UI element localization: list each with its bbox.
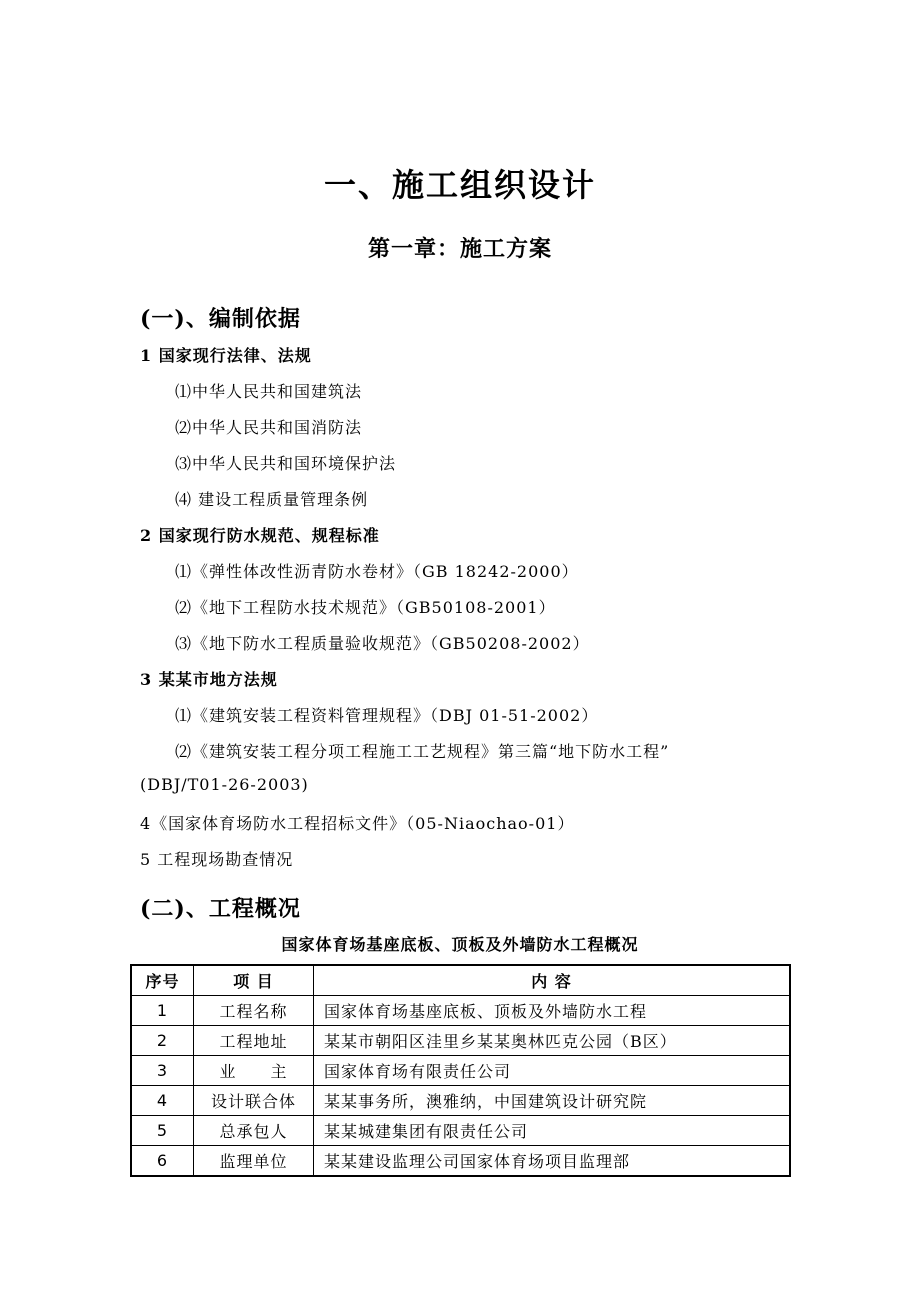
cell-content: 某某事务所，澳雅纳，中国建筑设计研究院	[314, 1086, 791, 1116]
cell-item: 监理单位	[194, 1146, 314, 1177]
cell-item: 设计联合体	[194, 1086, 314, 1116]
cell-item: 工程名称	[194, 996, 314, 1026]
cell-content: 某某城建集团有限责任公司	[314, 1116, 791, 1146]
basis-subitem-2-2: ⑵《地下工程防水技术规范》（GB50108-2001）	[175, 598, 556, 617]
basis-subitem-1-4: ⑷ 建设工程质量管理条例	[175, 490, 369, 509]
cell-content: 某某建设监理公司国家体育场项目监理部	[314, 1146, 791, 1177]
cell-content: 国家体育场基座底板、顶板及外墙防水工程	[314, 996, 791, 1026]
basis-subitem-2-1: ⑴《弹性体改性沥青防水卷材》（GB 18242-2000）	[175, 562, 579, 581]
table-row	[131, 1026, 790, 1056]
basis-subitem-1-2: ⑵中华人民共和国消防法	[175, 418, 363, 437]
basis-subitem-3-1: ⑴《建筑安装工程资料管理规程》（DBJ 01-51-2002）	[175, 706, 599, 725]
cell-seq: 5	[131, 1116, 194, 1146]
chapter-title: 第一章：施工方案	[367, 236, 552, 262]
cell-seq: 2	[131, 1026, 194, 1056]
table-row	[131, 1116, 790, 1146]
cell-item: 总承包人	[194, 1116, 314, 1146]
header-item: 项 目	[194, 965, 314, 996]
cell-content: 某某市朝阳区洼里乡某某奥林匹克公园（B区）	[314, 1026, 791, 1056]
cell-seq: 6	[131, 1146, 194, 1177]
basis-subitem-2-3: ⑶《地下防水工程质量验收规范》（GB50208-2002）	[175, 634, 590, 653]
table-row	[131, 996, 790, 1026]
basis-subitem-1-1: ⑴中华人民共和国建筑法	[175, 382, 363, 401]
cell-content: 国家体育场有限责任公司	[314, 1056, 791, 1086]
cell-seq: 1	[131, 996, 194, 1026]
table-row	[131, 1086, 790, 1116]
cell-seq: 3	[131, 1056, 194, 1086]
basis-item-5: 5 工程现场勘查情况	[140, 850, 294, 869]
cell-item: 业 主	[194, 1056, 314, 1086]
basis-subitem-3-2-code: (DBJ/T01-26-2003)	[140, 775, 309, 794]
table-caption: 国家体育场基座底板、顶板及外墙防水工程概况	[281, 935, 639, 954]
basis-subitem-1-3: ⑶中华人民共和国环境保护法	[175, 454, 397, 473]
table-header-row	[131, 965, 790, 996]
table-row	[131, 1056, 790, 1086]
basis-item-4: 4《国家体育场防水工程招标文件》（05-Niaochao-01）	[140, 814, 575, 833]
header-content: 内 容	[314, 965, 791, 996]
section-heading-basis: (一)、编制依据	[140, 306, 301, 332]
header-seq: 序号	[131, 965, 194, 996]
basis-item-3: 3 某某市地方法规	[140, 670, 278, 689]
table-row	[131, 1146, 790, 1177]
basis-item-1: 1 国家现行法律、法规	[140, 346, 312, 365]
document-title: 一、施工组织设计	[323, 166, 596, 204]
basis-subitem-3-2: ⑵《建筑安装工程分项工程施工工艺规程》第三篇“地下防水工程”	[175, 742, 670, 761]
cell-seq: 4	[131, 1086, 194, 1116]
basis-item-2: 2 国家现行防水规范、规程标准	[140, 526, 380, 545]
section-heading-overview: (二)、工程概况	[140, 896, 301, 922]
cell-item: 工程地址	[194, 1026, 314, 1056]
project-overview-table	[130, 964, 791, 1177]
